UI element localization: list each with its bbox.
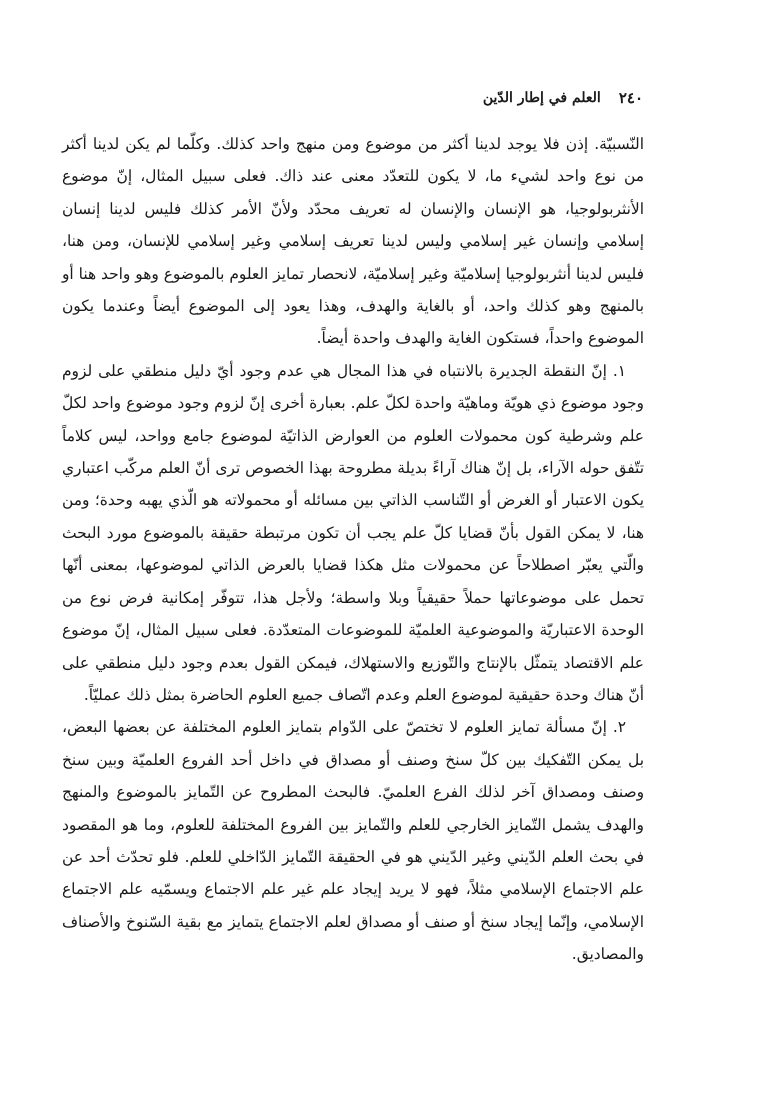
paragraph-point-1: ١. إنّ النقطة الجديرة بالانتباه في هذا المجال هي عدم وجود أيّ دليل منطقي على لزوم وجود موضوع ذي هويّة وماهيّة واحدة لكلّ علم. بعبارة أخرى إنّ لزوم وجود موضوع واحد لكلّ علم وشرطية كون محمولات العلوم من العوارض الذاتيّة لموضوع جامع وواحد، ليس كلاماً تتّفق حوله الآراء، بل إنّ هناك آراءً بديلة مطروحة بهذا الخصوص ترى أنّ العلم مركّب اعتباري يكون الاعتبار أو الغرض أو التّناسب الذاتي بين مسائله أو محمولاته هو الّذي يهبه وحدة؛ ومن هنا، لا يمكن القول بأنّ قضايا كلّ علم يجب أن تكون مرتبطة حقيقة بالموضوع مورد البحث والّتي يعبّر اصطلاحاً عن محمولات مثل هكذا قضايا بالعرض الذاتي لموضوعها، بمعنى أنّها تحمل على موضوعاتها حملاً حقيقياً وبلا واسطة؛ ولأجل هذا، تتوفّر إمكانية فرض نوع من الوحدة الاعتباريّة والموضوعية العلميّة للموضوعات المتعدّدة. فعلى سبيل المثال، إنّ موضوع علم الاقتصاد يتمثّل بالإنتاج والتّوزيع والاستهلاك، فيمكن القول بعدم وجود دليل منطقي على أنّ هناك وحدة حقيقية لموضوع العلم وعدم اتّصاف جميع العلوم الحاضرة بمثل ذلك عمليّاً. [62, 361, 644, 704]
running-header [140, 86, 643, 110]
page-number: ٢٤٠ [618, 89, 643, 107]
chapter-title: العلم في إطار الدّين [482, 90, 601, 106]
paragraph-point-2: ٢. إنّ مسألة تمايز العلوم لا تختصّ على الدّوام بتمايز العلوم المختلفة عن بعضها البعض، بل يمكن التّفكيك بين كلّ سنخ وصنف أو مصداق في داخل أحد الفروع العلميّة وبين سنخ وصنف ومصداق آخر لذلك الفرع العلميّ. فالبحث المطروح عن التّمايز بالموضوع والمنهج والهدف يشمل التّمايز الخارجي للعلم والتّمايز بين الفروع المختلفة للعلوم، وما هو المقصود في بحث العلم الدّيني وغير الدّيني هو في الحقيقة التّمايز الدّاخلي للعلم. فلو تحدّث أحد عن علم الاجتماع الإسلامي مثلاً، فهو لا يريد إيجاد علم غير علم الاجتماع ويسمّيه علم الاجتماع الإسلامي، وإنّما إيجاد سنخ أو صنف أو مصداق لعلم الاجتماع يتمايز مع بقية السّنوخ والأصناف والمصاديق. [62, 718, 644, 964]
body-text [62, 128, 644, 971]
paragraph-continuation: النّسبيّة. إذن فلا يوجد لدينا أكثر من موضوع ومن منهج واحد كذلك. وكلّما لم يكن لدينا أكثر من نوع واحد لشيء ما، لا يكون للتعدّد معنى عند ذاك. فعلى سبيل المثال، إنّ موضوع الأنثربولوجيا، هو الإنسان والإنسان له تعريف محدّد ولأنّ الأمر كذلك فليس لدينا إنسان إسلامي وإنسان غير إسلامي وليس لدينا تعريف إسلامي وغير إسلامي للإنسان، ومن هنا، فليس لدينا أنثربولوجيا إسلاميّة وغير إسلاميّة، لانحصار تمايز العلوم بالموضوع وهو واحد هنا أو بالمنهج وهو كذلك واحد، أو بالغاية والهدف، وهذا يعود إلى الموضوع أيضاً وعندما يكون الموضوع واحداً، فستكون الغاية والهدف واحدة أيضاً. [62, 135, 644, 348]
